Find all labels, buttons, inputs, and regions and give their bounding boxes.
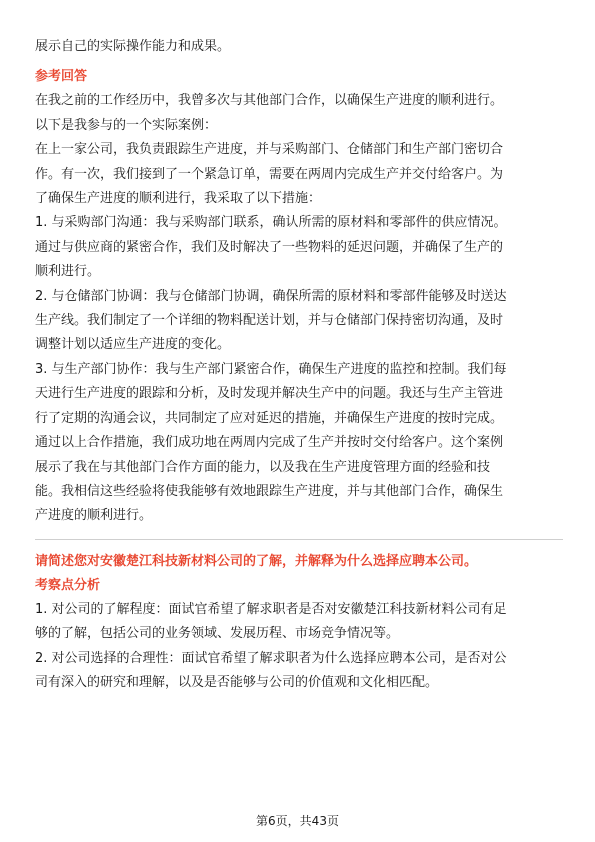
answer-line: 产进度的顺利进行。: [35, 508, 153, 524]
answer-line: 生产线。我们制定了一个详细的物料配送计划，并与仓储部门保持密切沟通，及时: [35, 313, 504, 329]
question-heading: 请简述您对安徽楚江科技新材料公司的了解，并解释为什么选择应聘本公司。: [35, 553, 478, 569]
answer-body: [35, 89, 563, 528]
answer-line: 调整计划以适应生产进度的变化。: [35, 337, 231, 353]
answer-line: 行了定期的沟通会议，共同制定了应对延迟的措施，并确保生产进度的按时完成。: [35, 410, 504, 426]
analysis-body: [35, 598, 563, 696]
answer-line: 展示了我在与其他部门合作方面的能力，以及我在生产进度管理方面的经验和技: [35, 459, 491, 475]
answer-line: 能。我相信这些经验将使我能够有效地跟踪生产进度，并与其他部门合作，确保生: [35, 483, 504, 499]
answer-line: 通过与供应商的紧密合作，我们及时解决了一些物料的延迟问题，并确保了生产的: [35, 239, 504, 255]
analysis-line: 够的了解，包括公司的业务领域、发展历程、市场竞争情况等。: [35, 626, 400, 642]
answer-line: 2. 与仓储部门协调：我与仓储部门协调，确保所需的原材料和零部件能够及时送达: [35, 288, 507, 304]
answer-line: 天进行生产进度的跟踪和分析，及时发现并解决生产中的问题。我还与生产主管进: [35, 386, 504, 402]
analysis-line: 2. 对公司选择的合理性：面试官希望了解求职者为什么选择应聘本公司，是否对公: [35, 650, 507, 666]
answer-line: 在上一家公司，我负责跟踪生产进度，并与采购部门、仓储部门和生产部门密切合: [35, 142, 504, 158]
page-number-footer: 第6页，共43页: [256, 814, 339, 828]
section-divider: [35, 539, 563, 540]
answer-line: 作。有一次，我们接到了一个紧急订单，需要在两周内完成生产并交付给客户。为: [35, 166, 504, 182]
answer-line: 3. 与生产部门协作：我与生产部门紧密合作，确保生产进度的监控和控制。我们每: [35, 361, 507, 377]
answer-line: 顺利进行。: [35, 264, 101, 280]
answer-heading: 参考回答: [35, 69, 88, 85]
analysis-line: 司有深入的研究和理解，以及是否能够与公司的价值观和文化相匹配。: [35, 674, 439, 690]
answer-line: 在我之前的工作经历中，我曾多次与其他部门合作，以确保生产进度的顺利进行。: [35, 93, 504, 109]
analysis-heading: 考察点分析: [35, 577, 101, 593]
analysis-line: 1. 对公司的了解程度：面试官希望了解求职者是否对安徽楚江科技新材料公司有足: [35, 601, 507, 617]
answer-line: 了确保生产进度的顺利进行，我采取了以下措施：: [35, 191, 322, 207]
answer-line: 以下是我参与的一个实际案例：: [35, 117, 218, 133]
page-content: [35, 35, 563, 695]
answer-line: 1. 与采购部门沟通：我与采购部门联系，确认所需的原材料和零部件的供应情况。: [35, 215, 507, 231]
intro-tail-text: 展示自己的实际操作能力和成果。: [35, 39, 231, 54]
answer-line: 通过以上合作措施，我们成功地在两周内完成了生产并按时交付给客户。这个案例: [35, 435, 504, 451]
